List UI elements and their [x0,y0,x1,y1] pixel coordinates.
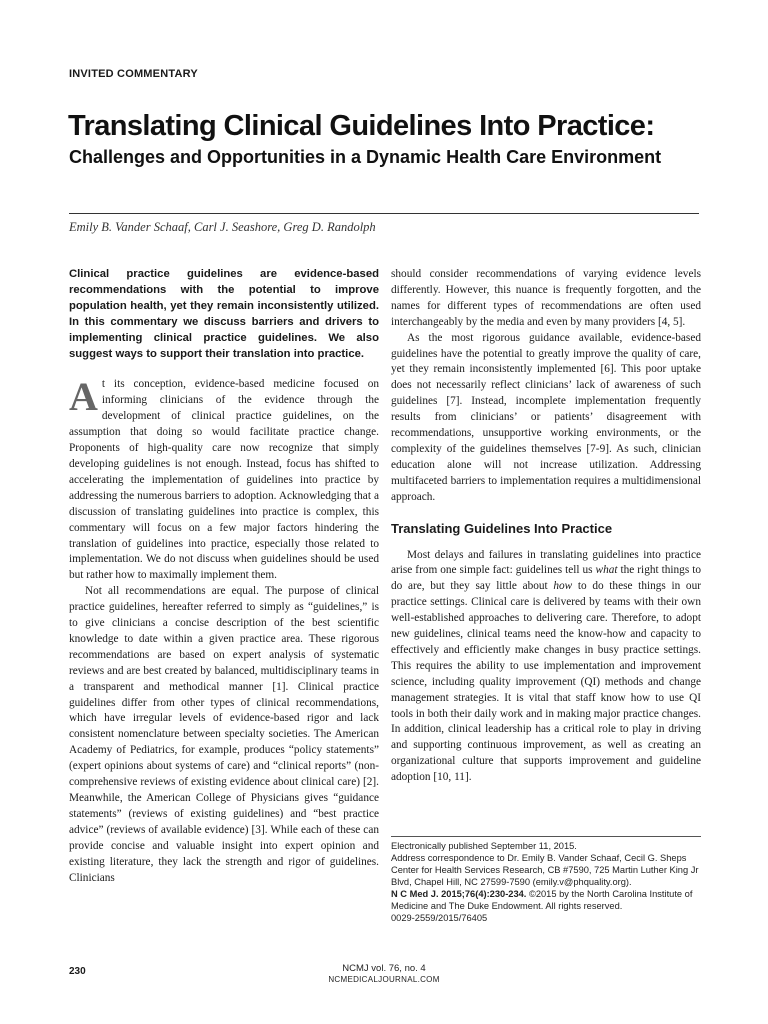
body-paragraph: Not all recommendations are equal. The purpose of clinical practice guidelines, hereafter referred to simply as “guidelines,” is to give clinicians a concise description of the best scientific knowledge to date within a given practice area. These rigorous recommendations are based on expert analysis of systematic reviews and are best created by balanced, multidisciplinary teams in a transparent and methodical manner [1]. Clinical practice guidelines differ from other types of clinical recommendations, which have irregular levels of evidence-based rigor and lack consistent nomenclature between specialty societies. The American Academy of Pediatrics, for example, produces “policy statements” (expert opinions about systems of care) and “clinical reports” (non-comprehensive reviews of existing evidence about clinical care) [2]. Meanwhile, the American College of Physicians gives “guidance statements” (reviews of existing guidelines) and “best practice advice” (reviews of available evidence) [3]. While each of these can provide concise and valuable insight into expert opinion and existing literature, they lack the strength and rigor of guidelines. Clinicians [69,585,379,884]
body-paragraph [391,548,701,787]
correspondence-address: Address correspondence to Dr. Emily B. Vander Schaaf, Cecil G. Sheps Center for Health Services Research, CB #7590, 725 Martin Luther King Jr Blvd, Chapel Hill, NC 27599-7590 (emily.v@phquality.org). [391,853,699,887]
journal-volume: NCMJ vol. 76, no. 4 [342,963,426,974]
body-paragraph: should consider recommendations of varying evidence levels differently. However, this nuance is frequently forgotten, and the names for different types of recommendations are often used interchangeably by the media and even by many providers [4, 5]. [391,268,701,328]
body-paragraph [69,374,379,584]
article-subtitle: Challenges and Opportunities in a Dynamic Health Care Environment [69,147,662,167]
section-label: INVITED COMMENTARY [69,68,198,80]
issn: 0029-2559/2015/76405 [391,913,488,923]
emphasis-how: how [553,580,573,593]
left-column [69,267,379,886]
copyright-text: ©2015 by the North Carolina Institute of Medicine and The Duke Endowment. All rights reserved. [391,889,693,911]
journal-footer [0,963,768,985]
page-number: 230 [69,966,86,977]
paragraph-text: the right things to do are, but they say little about [391,564,701,593]
title-divider [69,213,699,214]
article-title: Translating Clinical Guidelines Into Practice: [68,110,655,142]
citation [391,888,701,912]
publication-date: Electronically published September 11, 2015. [391,841,577,851]
citation-bold: N C Med J. 2015;76(4):230-234. [391,889,527,899]
body-paragraph: As the most rigorous guidance available, evidence-based guidelines have the potential to greatly improve the quality of care, yet they remain inconsistently implemented [6]. This poor uptake does not necessarily reflect clinicians’ lack of awareness of such guidelines [7]. Instead, incomplete implementation frequently results from clinicians’ or patients’ disagreement with recommendations, unsupportive working environments, or the complexity of the guidelines themselves [7-9]. As such, clinician education alone will not increase utilization. Addressing multifaceted barriers to implementation requires a multidimensional approach. [391,331,701,503]
paragraph-text: t its conception, evidence-based medicine focused on informing clinicians of the evidence through the development of clinical practice guidelines, on the assumption that doing so would facilitate practice change. Proponents of high-quality care now recognize that simply developing guidelines is not enough. Instead, focus has shifted to accelerating the implementation of guidelines into practice by addressing the numerous barriers to adoption. Acknowledging that a discussion of translating guidelines into practice is complex, this commentary will focus on a few major factors hindering the translation of guidelines into practice, especially those related to implementation. We do not discuss when guidelines should be used but rather how to maximally implement them. [69,378,379,582]
right-column [391,267,701,786]
section-heading: Translating Guidelines Into Practice [391,520,613,536]
paragraph-text: to do these things in our practice settings. Clinical care is delivered by teams with their own well-established approaches to delivering care. Therefore, to adopt new guidelines, clinical teams need the know-how and capacity to effectively and efficiently make changes in busy practice settings. This requires the ability to use implementation and improvement science, including quality improvement (QI) methods and change management strategies. It is vital that staff know how to use QI tools in both their daily work and in making major practice changes. In addition, clinical leadership has a critical role to play in driving and supporting continuous improvement, as well as creating an organizational culture that supports improvement and guideline adoption [10, 11]. [391,580,701,784]
abstract: Clinical practice guidelines are evidence-based recommendations with the potential to improve population health, yet they remain inconsistently utilized. In this commentary we discuss barriers and drivers to implementing clinical practice guidelines. We also suggest ways to support their translation into practice. [69,268,379,360]
article-footnote [391,836,701,924]
drop-cap: A [69,374,98,420]
author-list: Emily B. Vander Schaaf, Carl J. Seashore, Greg D. Randolph [69,220,376,234]
paragraph-text: Most delays and failures in translating guidelines into practice arise from one simple fact: guidelines tell us [391,548,701,577]
journal-url: NCMEDICALJOURNAL.COM [328,975,440,984]
emphasis-what: what [595,564,618,577]
